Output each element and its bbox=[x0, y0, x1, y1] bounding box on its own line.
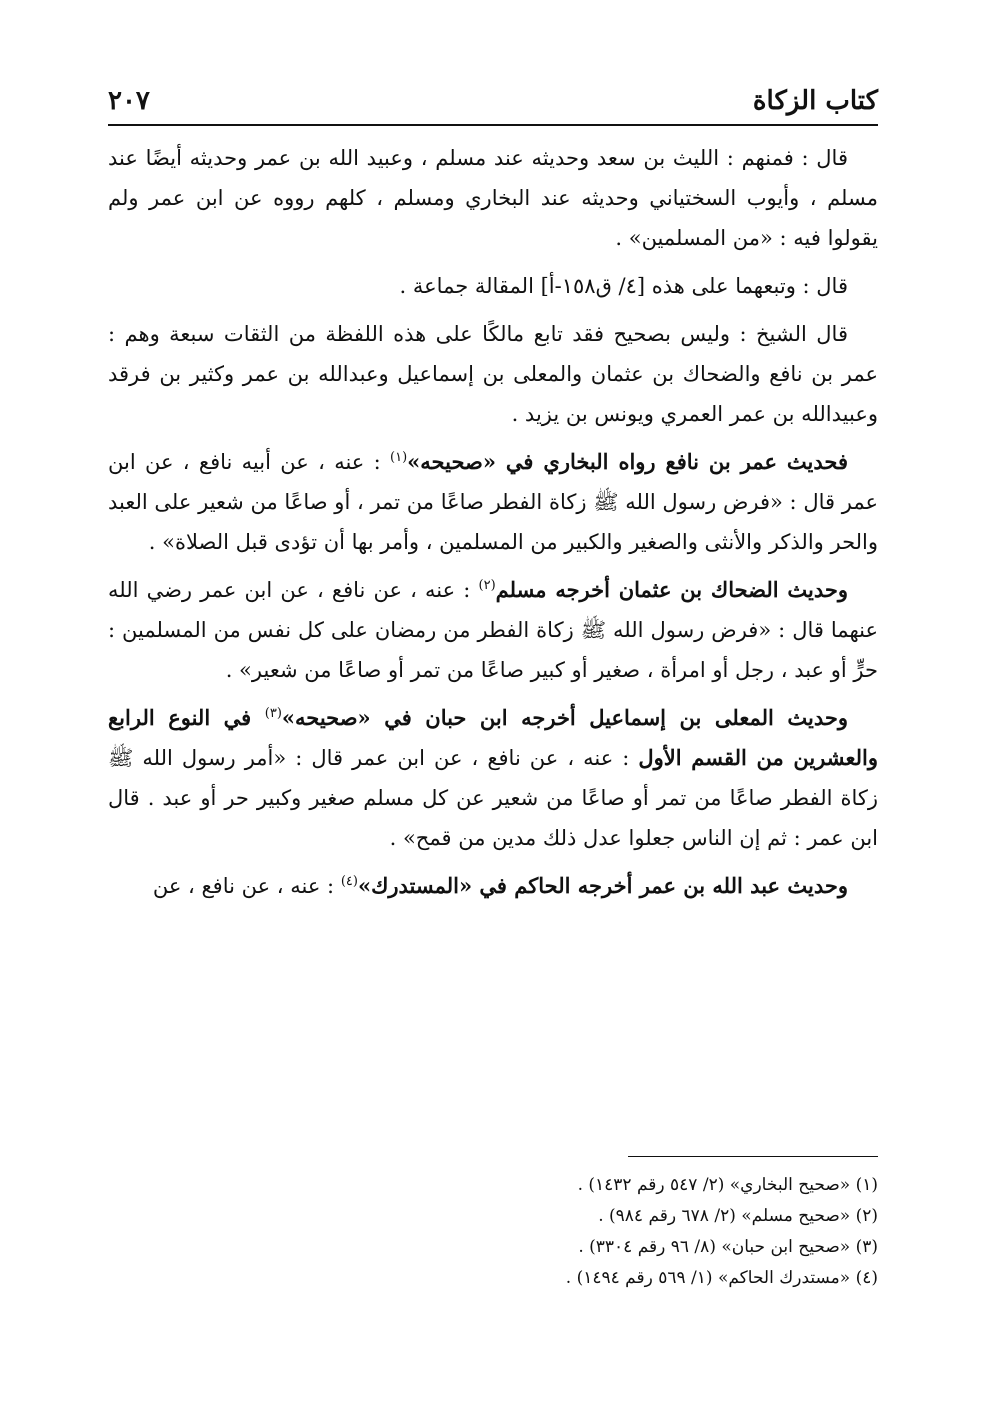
paragraph-bold-lead: وحديث الضحاك بن عثمان أخرجه مسلم bbox=[495, 577, 848, 602]
paragraph-bold-lead: وحديث عبد الله بن عمر أخرجه الحاكم في «المستدرك» bbox=[357, 873, 848, 898]
paragraph bbox=[108, 698, 878, 858]
paragraph-text: : عنه ، عن أبيه نافع ، عن ابن عمر قال : «فرض رسول الله ﷺ زكاة الفطر صاعًا من تمر ، أو صاعًا من شعير على العبد والحر والذكر والأنثى والصغير والكبير من المسلمين ، وأمر بها أن تؤدى قبل الصلاة» . bbox=[108, 450, 878, 554]
paragraph-bold-lead: وحديث المعلى بن إسماعيل أخرجه ابن حبان في «صحيحه» bbox=[281, 705, 848, 730]
paragraph bbox=[108, 266, 878, 306]
main-text bbox=[108, 138, 878, 914]
paragraph-text: قال الشيخ : وليس بصحيح فقد تابع مالكًا على هذه اللفظة من الثقات سبعة وهم : عمر بن نافع والضحاك بن عثمان والمعلى بن إسماعيل وعبدالله بن عمر وكثير بن فرقد وعبيدالله بن عمر العمري ويونس بن يزيد . bbox=[108, 322, 878, 426]
paragraph-text: : عنه ، عن نافع ، عن bbox=[152, 874, 341, 898]
footnote: (١) «صحيح البخاري» (٢/ ٥٤٧ رقم ١٤٣٢) . bbox=[577, 1175, 878, 1195]
page-number: ٢٠٧ bbox=[108, 86, 150, 116]
paragraph-text: : عنه ، عن نافع ، عن ابن عمر رضي الله عنهما قال : «فرض رسول الله ﷺ زكاة الفطر من رمضان على كل نفس من المسلمين : حرٍّ أو عبد ، رجل أو امرأة ، صغير أو كبير صاعًا من تمر أو صاعًا من شعير» . bbox=[108, 578, 878, 682]
footnote: (٢) «صحيح مسلم» (٢/ ٦٧٨ رقم ٩٨٤) . bbox=[598, 1206, 878, 1226]
paragraph bbox=[108, 570, 878, 690]
paragraph-bold-lead: فحديث عمر بن نافع رواه البخاري في «صحيحه» bbox=[407, 449, 849, 474]
page-header bbox=[108, 70, 878, 116]
paragraph bbox=[108, 866, 878, 906]
footnote: (٤) «مستدرك الحاكم» (١/ ٥٦٩ رقم ١٤٩٤) . bbox=[565, 1268, 878, 1288]
paragraph bbox=[108, 314, 878, 434]
footnote-ref: (١) bbox=[390, 450, 408, 465]
footnote-ref: (٢) bbox=[478, 578, 496, 593]
header-rule bbox=[108, 124, 878, 126]
footnote-ref: (٣) bbox=[264, 706, 282, 721]
footnote-ref: (٤) bbox=[340, 874, 358, 889]
footnotes bbox=[108, 1170, 878, 1294]
running-title: كتاب الزكاة bbox=[752, 86, 878, 116]
paragraph bbox=[108, 138, 878, 258]
paragraph bbox=[108, 442, 878, 562]
paragraph-text: قال : فمنهم : الليث بن سعد وحديثه عند مسلم ، وعبيد الله بن عمر وحديثه أيضًا عند مسلم ، وأيوب السختياني وحديثه عند البخاري ومسلم ، كلهم رووه عن ابن عمر ولم يقولوا فيه : «من المسلمين» . bbox=[108, 146, 878, 250]
footnote-rule bbox=[628, 1156, 878, 1157]
paragraph-text: : عنه ، عن نافع ، عن ابن عمر قال : «أمر رسول الله ﷺ زكاة الفطر صاعًا من تمر أو صاعًا من شعير عن كل مسلم صغير وكبير حر أو عبد . قال ابن عمر : ثم إن الناس جعلوا عدل ذلك مدين من قمح» . bbox=[108, 746, 878, 850]
paragraph-bold-tail: في النوع الرابع والعشرين من القسم الأول bbox=[108, 705, 878, 770]
paragraph-text: قال : وتبعهما على هذه [٤/ ق١٥٨-أ] المقالة جماعة . bbox=[399, 274, 848, 298]
footnote: (٣) «صحيح ابن حبان» (٨/ ٩٦ رقم ٣٣٠٤) . bbox=[578, 1237, 878, 1257]
